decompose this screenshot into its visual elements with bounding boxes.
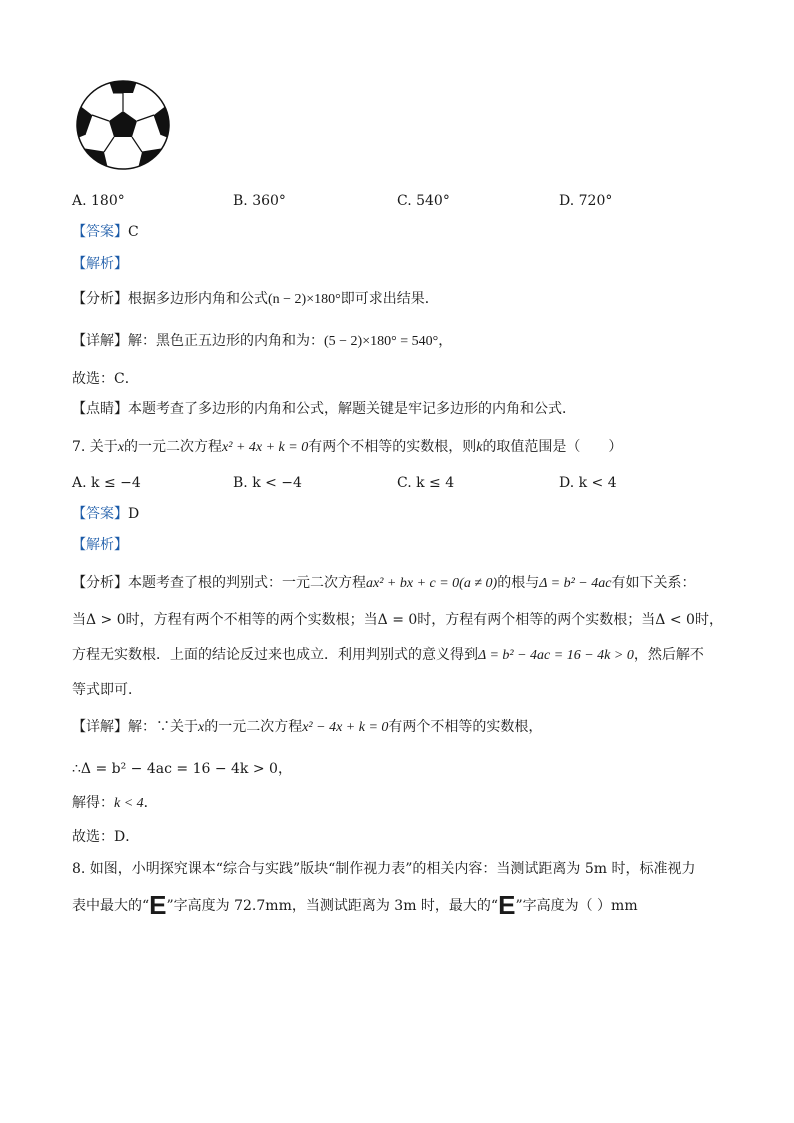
xiangjie-tag: 【详解】 [72,719,128,735]
q7-fenxi-line-1 [72,572,695,595]
xiangjie-text: 有两个不相等的实数根， [388,719,543,735]
fenxi-text: ，然后解不 [633,647,704,663]
q7-analysis-heading [72,534,128,556]
q7-stem [72,436,622,459]
xiangjie-text: 解：黑色正五边形的内角和为： [128,333,324,349]
q7-equation: x² + 4x + k = 0 [222,440,309,455]
q6-dianjing [72,398,576,420]
answer-value: C [128,224,139,240]
fenxi-text: 根据多边形内角和公式 [128,291,268,307]
fenxi-formula: (n − 2)×180° [268,292,341,307]
q7-step-1: ∴Δ = b² − 4ac = 16 − 4k > 0， [72,761,292,777]
q7-xiangjie [72,716,542,739]
q7-stem-text: 7. 关于 [72,439,118,455]
fenxi-discriminant: Δ = b² − 4ac [539,576,612,591]
xiangjie-text-end: ， [438,333,453,349]
q6-option-d: D. 720° [559,193,613,209]
q6-fenxi [72,288,439,311]
q6-xiangjie [72,330,452,353]
answer-value: D [128,506,140,522]
q6-option-a: A. 180° [72,193,125,209]
xiangjie-tag: 【详解】 [72,333,128,349]
fenxi-tag: 【分析】 [72,291,128,307]
q7-fenxi-line-3 [72,644,704,667]
q7-stem-text: 有两个不相等的实数根，则 [308,439,477,455]
q8-text: ”字高度为 72.7mm，当测试距离为 3m 时，最大的“ [166,898,499,914]
step-text: 解得： [72,795,114,811]
fenxi-text: 有如下关系： [611,575,696,591]
dianjing-tag: 【点睛】 [72,401,128,417]
q8-text: 表中最大的“ [72,898,150,914]
q8-line-1: 8. 如图，小明探究课本“综合与实践”版块“制作视力表”的相关内容：当测试距离为 5m 时，标准视力 [72,861,696,877]
soccer-ball-figure [75,79,171,171]
answer-tag: 【答案】 [72,506,128,522]
q7-option-b: B. k < −4 [233,475,302,491]
answer-tag: 【答案】 [72,224,128,240]
xiangjie-var-x: x [198,720,205,735]
q6-option-b: B. 360° [233,193,286,209]
fenxi-text: 本题考查了根的判别式：一元二次方程 [128,575,366,591]
q6-option-c: C. 540° [397,193,450,209]
xiangjie-formula: (5 − 2)×180° = 540° [324,334,439,349]
optotype-e: E [149,890,167,920]
fenxi-text-end: 即可求出结果． [340,291,439,307]
xiangjie-text: 的一元二次方程 [204,719,303,735]
q7-fenxi-line-4: 等式即可． [72,682,142,698]
q6-analysis-heading [72,253,128,275]
q7-fenxi-line-2: 当Δ > 0时，方程有两个不相等的两个实数根；当Δ = 0时，方程有两个相等的两个实数根；当Δ < 0时， [72,612,723,628]
q8-text: ”字高度为（ ）mm [515,898,638,914]
dianjing-text: 本题考查了多边形的内角和公式，解题关键是牢记多边形的内角和公式． [128,401,576,417]
fenxi-tag: 【分析】 [72,575,128,591]
q7-step-2 [72,792,158,815]
fenxi-equation: ax² + bx + c = 0(a ≠ 0) [366,576,498,591]
q7-choose: 故选：D． [72,829,140,845]
xiangjie-equation: x² − 4x + k = 0 [302,720,389,735]
step-result: k < 4 [114,796,144,811]
analysis-tag: 【解析】 [72,256,128,272]
q7-option-a: A. k ≤ −4 [72,475,141,491]
q6-answer [72,221,139,243]
q7-option-c: C. k ≤ 4 [397,475,455,491]
fenxi-inequality: Δ = b² − 4ac = 16 − 4k > 0 [478,648,634,663]
xiangjie-text: 解：∵关于 [128,719,198,735]
q7-option-d: D. k < 4 [559,475,617,491]
q7-answer [72,503,139,525]
fenxi-text: 方程无实数根．上面的结论反过来也成立．利用判别式的意义得到 [72,647,478,663]
optotype-e: E [498,890,516,920]
q6-choose: 故选：C． [72,371,139,387]
step-text: ． [143,795,158,811]
q8-line-2 [72,890,638,920]
q7-var-k: k [476,440,483,455]
fenxi-text: 的根与 [497,575,540,591]
q7-stem-text: 的取值范围是（ ） [482,439,623,455]
analysis-tag: 【解析】 [72,537,128,553]
q7-var-x: x [117,440,125,455]
q7-stem-text: 的一元二次方程 [124,439,223,455]
